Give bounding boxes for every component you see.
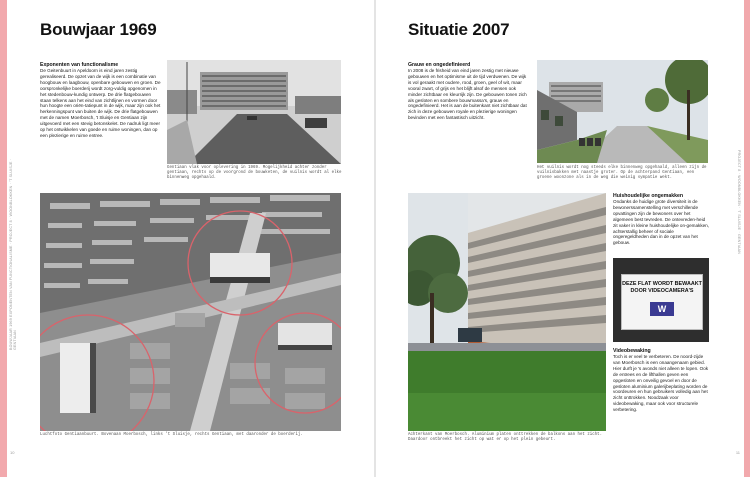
right-section-body-2: Ondanks de huidige grote diversiteit in de bewonerssamenstelling met verschillende opvattingen zijn de bewoners over het algemeen best tevreden. De ontevreden-heid zit vaker in kleine huishoudelijke on-gemakken, achterstallig beheer of sociale ongeregeldheden dan in de opzet van het gebouw.: [613, 199, 710, 246]
right-section-heading-2: Huishoudelijke ongemakken: [613, 193, 684, 199]
right-section-heading-3: Videobewaking: [613, 348, 651, 354]
left-page-title: Bouwjaar 1969: [40, 20, 157, 39]
warning-sign: [621, 274, 703, 330]
left-section-heading: Exponenten van functionalisme: [40, 62, 119, 68]
right-page-title: Situatie 2007: [408, 20, 510, 39]
page-edge-right: [744, 0, 750, 477]
right-page-number: 11: [735, 450, 740, 455]
sign-logo: W: [650, 302, 674, 316]
left-section-body: De Geitenbuurt in Apeldoorn is eind jaren zestig gerealiseerd. De opzet van de wijk is een combinatie van hoogbouw en laagbouw, openbare gebouwen en groen. De oorspronkelijke boerderij wordt zorg-vuldig opgenomen in het stedenbouw-kundig ontwerp. De drie flatgebouwen staan telkens aan het eind van zichtlijnen en vormen door hun hoogte een oriën-tatiepunt in de wijk, maar zijn ook het herkenningspunt van buiten de wijk. De drie flatgebouwen met de namen Moerbosch, 't Sluisje en Gentiaan zijn uitgevoerd met een stevig betonskelet. De nadruk ligt meer op het ontwikkelen van goede en ruime woningen, dan op een plezierige en ruime entree.: [40, 68, 161, 138]
photo-aerial-gentiaanbuurt: [40, 193, 341, 431]
photo-video-sign: [613, 258, 709, 342]
photo-street-2007: [537, 60, 708, 163]
left-photo-caption-2: Luchtfoto Gentiaanbuurt. Bovenaan Moerbosch, links 't Sluisje, rechts Gentiaan, met daaronder de boerderij.: [40, 433, 303, 437]
left-running-header: BOUWJAAR 1969 EXPONENTEN VAN FUNCTIONALISME · PROJECT 8 · WOONBLOKKEN · 'T SLUISJE · GENTIAAN: [9, 158, 17, 350]
left-photo-caption-1: Gentiaan vlak voor oplevering in 1969. Mogelijkheid achter zonder gentiaan, rechts op de voorgrond de bouwketen, de vuilnis wordt al elke binnenweg opgehaald.: [167, 166, 342, 181]
photo-moerbosch-back: [408, 193, 606, 431]
right-section-body-1: In 2008 is de frisheid van eind jaren zestig met nieuwe gebouwen en het optimisme uit de tijd verdwenen. De wijk is vol geraakt met oudere, rood, groen, geel of wit, maar vooral zwart, of grijs en het blijft alsof de mensen ook minder zichtbaar en kleurrijk zijn. De gebouwen tonen zich als gesloten en sombere bouwmassa's, grauw en ongedefinieerd. Het is aan de buitenkant niet zichtbaar dat zich in deze gebouwen royale en plezierige woningen bevinden met een fantastisch uitzicht.: [408, 68, 527, 121]
page-edge-left: [0, 0, 7, 477]
right-section-body-3: Toch is er veel te verbeteren. De noord-zijde van Moerbosch is een onaangenaam gebied. Hier durft je 's avonds niet alleen te lopen. Ook de entrees en de lifthallen geven een opgesloten en onveilig gevoel en door de gesloten aluminium galerijbeplating worden de voordeuren en hun gebruikers volledig aan het zicht onttrokken. Noodzaak voor videobewaking, maar ook voor structurele verbetering.: [613, 354, 709, 413]
right-photo-caption-2: Achterkant van Moerbosch. Aluminium platen onttrekken de balkons aan het zicht. Daardoor ontbreekt het zicht op wat er op het plein gebeurt.: [408, 433, 603, 443]
sign-line-2: DOOR VIDEOCAMERA'S: [630, 288, 694, 294]
photo-gentiaan-1969: [167, 60, 341, 164]
gutter: [374, 0, 376, 477]
right-section-heading-1: Grauw en ongedefinieerd: [408, 62, 471, 68]
right-running-header: PROJECT 8 · WOONBLOKKEN · 'T SLUISJE · GENTIAAN: [737, 150, 741, 255]
left-page-number: 10: [10, 450, 15, 455]
right-photo-caption-1: Het vuilnis wordt nog steeds elke binnenweg opgehaald, alleen zijn de vuilnisbakken met naastje groter. Op de achterpand Gentiaan, een groene woonzone als in de weg die weinig sympatie wekt.: [537, 166, 707, 181]
sign-line-1: DEZE FLAT WORDT BEWAAKT: [622, 281, 702, 287]
